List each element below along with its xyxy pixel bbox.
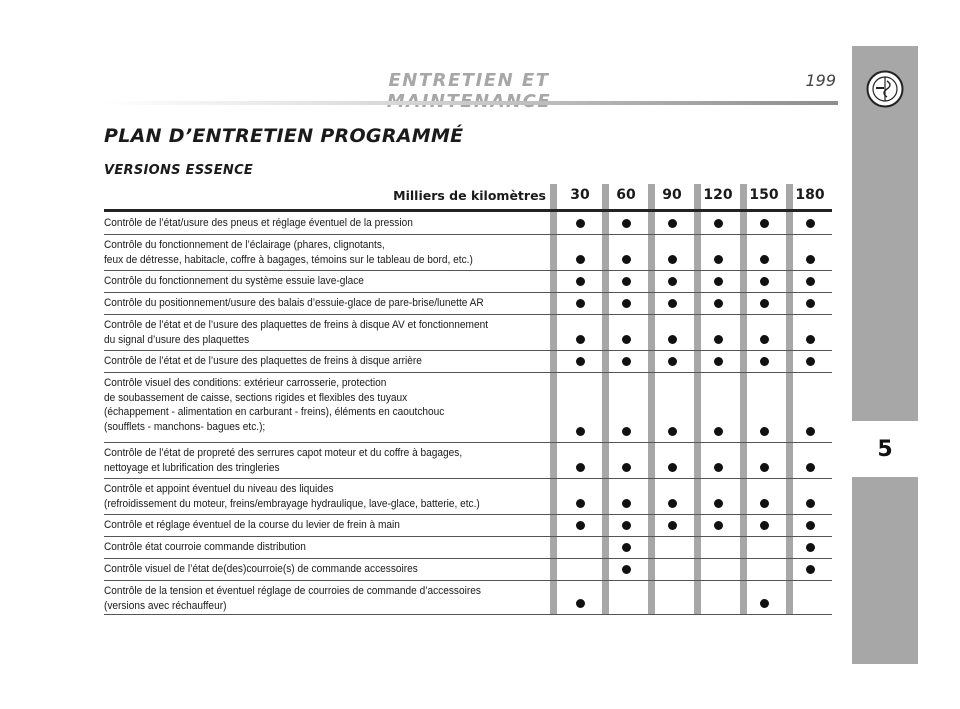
- service-interval-dot: [622, 565, 631, 574]
- service-interval-dot: [622, 299, 631, 308]
- service-interval-dot: [760, 277, 769, 286]
- page-title: PLAN D’ENTRETIEN PROGRAMMÉ: [104, 125, 464, 147]
- chapter-number: 5: [852, 421, 918, 477]
- service-interval-dot: [806, 499, 815, 508]
- row-divider: [104, 536, 832, 537]
- service-interval-dot: [760, 255, 769, 264]
- row-text-line: Contrôle visuel de l’état de(des)courroie(s) de commande accessoires: [104, 563, 418, 575]
- service-interval-dot: [668, 357, 677, 366]
- service-interval-dot: [760, 499, 769, 508]
- service-interval-dot: [622, 427, 631, 436]
- service-interval-dot: [806, 357, 815, 366]
- service-interval-dot: [806, 299, 815, 308]
- service-interval-dot: [576, 427, 585, 436]
- row-text-line: Contrôle du fonctionnement du système essuie lave-glace: [104, 275, 364, 287]
- row-divider: [104, 478, 832, 479]
- page-subtitle: VERSIONS ESSENCE: [104, 163, 254, 178]
- table-row-description: [104, 238, 509, 267]
- service-interval-dot: [806, 427, 815, 436]
- service-interval-dot: [806, 463, 815, 472]
- service-interval-dot: [806, 277, 815, 286]
- service-interval-dot: [576, 277, 585, 286]
- service-interval-dot: [668, 463, 677, 472]
- row-divider: [104, 314, 832, 315]
- service-interval-dot: [576, 463, 585, 472]
- service-interval-dot: [714, 255, 723, 264]
- service-interval-dot: [806, 521, 815, 530]
- service-interval-dot: [668, 255, 677, 264]
- table-row-description: [104, 318, 509, 347]
- row-divider: [104, 270, 832, 271]
- table-header-rule: [104, 209, 832, 212]
- column-separator: [740, 184, 747, 614]
- service-interval-dot: [714, 335, 723, 344]
- column-separator: [694, 184, 701, 614]
- service-interval-dot: [714, 219, 723, 228]
- service-interval-dot: [576, 299, 585, 308]
- service-interval-dot: [668, 299, 677, 308]
- column-separator: [648, 184, 655, 614]
- row-divider: [104, 558, 832, 559]
- table-row-description: [104, 540, 509, 555]
- column-separator: [550, 184, 557, 614]
- row-text-line: Contrôle de la tension et éventuel réglage de courroies de commande d’accessoires: [104, 585, 481, 597]
- row-text-line: (refroidissement du moteur, freins/embrayage hydraulique, lave-glace, batterie, etc.): [104, 497, 480, 510]
- service-interval-dot: [760, 335, 769, 344]
- row-text-line: Contrôle état courroie commande distribution: [104, 541, 306, 553]
- row-text-line: Contrôle de l’état de propreté des serrures capot moteur et du coffre à bagages,: [104, 447, 463, 459]
- column-separator: [602, 184, 609, 614]
- row-text-line: Contrôle de l’état et de l’usure des plaquettes de freins à disque arrière: [104, 355, 422, 367]
- table-row-description: [104, 446, 509, 475]
- row-divider: [104, 292, 832, 293]
- service-interval-dot: [622, 499, 631, 508]
- row-text-line: Contrôle de l’état et de l’usure des plaquettes de freins à disque AV et fonctionnement: [104, 319, 489, 331]
- service-interval-dot: [760, 299, 769, 308]
- row-text-line: (soufflets - manchons- bagues etc.);: [104, 420, 266, 433]
- row-text-line: Contrôle du positionnement/usure des balais d’essuie-glace de pare-brise/lunette AR: [104, 297, 484, 309]
- service-interval-dot: [760, 463, 769, 472]
- service-interval-dot: [806, 565, 815, 574]
- service-interval-dot: [622, 463, 631, 472]
- km-column-header: 180: [795, 187, 825, 203]
- header-rule: [104, 101, 838, 105]
- row-text-line: Contrôle de l’état/usure des pneus et réglage éventuel de la pression: [104, 217, 413, 229]
- service-interval-dot: [806, 335, 815, 344]
- row-text-line: (versions avec réchauffeur): [104, 599, 227, 612]
- alfa-romeo-badge-icon: [866, 70, 904, 108]
- row-divider: [104, 442, 832, 443]
- row-text-line: du signal d’usure des plaquettes: [104, 333, 250, 346]
- service-interval-dot: [714, 277, 723, 286]
- row-divider: [104, 350, 832, 351]
- row-text-line: (échappement - alimentation en carburant - freins), éléments en caoutchouc: [104, 406, 445, 418]
- row-divider: [104, 234, 832, 235]
- service-interval-dot: [806, 543, 815, 552]
- service-interval-dot: [806, 255, 815, 264]
- service-interval-dot: [668, 277, 677, 286]
- row-text-line: Contrôle et réglage éventuel de la course du levier de frein à main: [104, 519, 400, 531]
- service-interval-dot: [760, 357, 769, 366]
- table-row-description: [104, 518, 509, 533]
- service-interval-dot: [622, 543, 631, 552]
- service-interval-dot: [760, 599, 769, 608]
- service-interval-dot: [622, 521, 631, 530]
- service-interval-dot: [576, 255, 585, 264]
- km-column-header: 60: [616, 187, 636, 203]
- service-interval-dot: [714, 357, 723, 366]
- table-row-description: [104, 584, 509, 613]
- km-column-header: 90: [662, 187, 682, 203]
- service-interval-dot: [760, 219, 769, 228]
- row-text-line: de soubassement de caisse, sections rigides et flexibles des tuyaux: [104, 391, 408, 404]
- service-interval-dot: [714, 299, 723, 308]
- km-header-label: Milliers de kilomètres: [393, 188, 546, 203]
- service-interval-dot: [576, 599, 585, 608]
- row-text-line: Contrôle visuel des conditions: extérieur carrosserie, protection: [104, 377, 387, 389]
- service-interval-dot: [576, 335, 585, 344]
- table-row-description: [104, 296, 509, 311]
- row-divider: [104, 580, 832, 581]
- service-interval-dot: [668, 219, 677, 228]
- section-title: ENTRETIEN ET: [388, 70, 550, 91]
- km-column-header: 150: [749, 187, 779, 203]
- service-interval-dot: [714, 427, 723, 436]
- row-text-line: Contrôle du fonctionnement de l’éclairage (phares, clignotants,: [104, 239, 385, 251]
- service-interval-dot: [668, 335, 677, 344]
- table-row-description: [104, 274, 509, 289]
- row-text-line: Contrôle et appoint éventuel du niveau des liquides: [104, 483, 334, 495]
- table-row-description: [104, 482, 509, 511]
- service-interval-dot: [576, 219, 585, 228]
- service-interval-dot: [714, 463, 723, 472]
- service-interval-dot: [622, 219, 631, 228]
- service-interval-dot: [714, 499, 723, 508]
- service-interval-dot: [622, 255, 631, 264]
- service-interval-dot: [668, 521, 677, 530]
- row-divider: [104, 372, 832, 373]
- table-row-description: [104, 562, 509, 577]
- chapter-side-tab: [852, 46, 918, 664]
- row-divider: [104, 514, 832, 515]
- service-interval-dot: [760, 427, 769, 436]
- row-divider: [104, 614, 832, 615]
- service-interval-dot: [668, 499, 677, 508]
- service-interval-dot: [576, 521, 585, 530]
- service-interval-dot: [622, 335, 631, 344]
- row-text-line: feux de détresse, habitacle, coffre à bagages, témoins sur le tableau de bord, etc.): [104, 253, 473, 266]
- service-interval-dot: [576, 499, 585, 508]
- page-number: 199: [805, 71, 836, 90]
- table-row-description: [104, 376, 509, 434]
- service-interval-dot: [668, 427, 677, 436]
- km-column-header: 120: [703, 187, 733, 203]
- table-row-description: [104, 216, 509, 231]
- row-text-line: nettoyage et lubrification des tringleries: [104, 461, 280, 474]
- service-interval-dot: [760, 521, 769, 530]
- column-separator: [786, 184, 793, 614]
- service-interval-dot: [622, 357, 631, 366]
- km-column-header: 30: [570, 187, 590, 203]
- service-interval-dot: [622, 277, 631, 286]
- service-interval-dot: [576, 357, 585, 366]
- table-row-description: [104, 354, 509, 369]
- service-interval-dot: [714, 521, 723, 530]
- service-interval-dot: [806, 219, 815, 228]
